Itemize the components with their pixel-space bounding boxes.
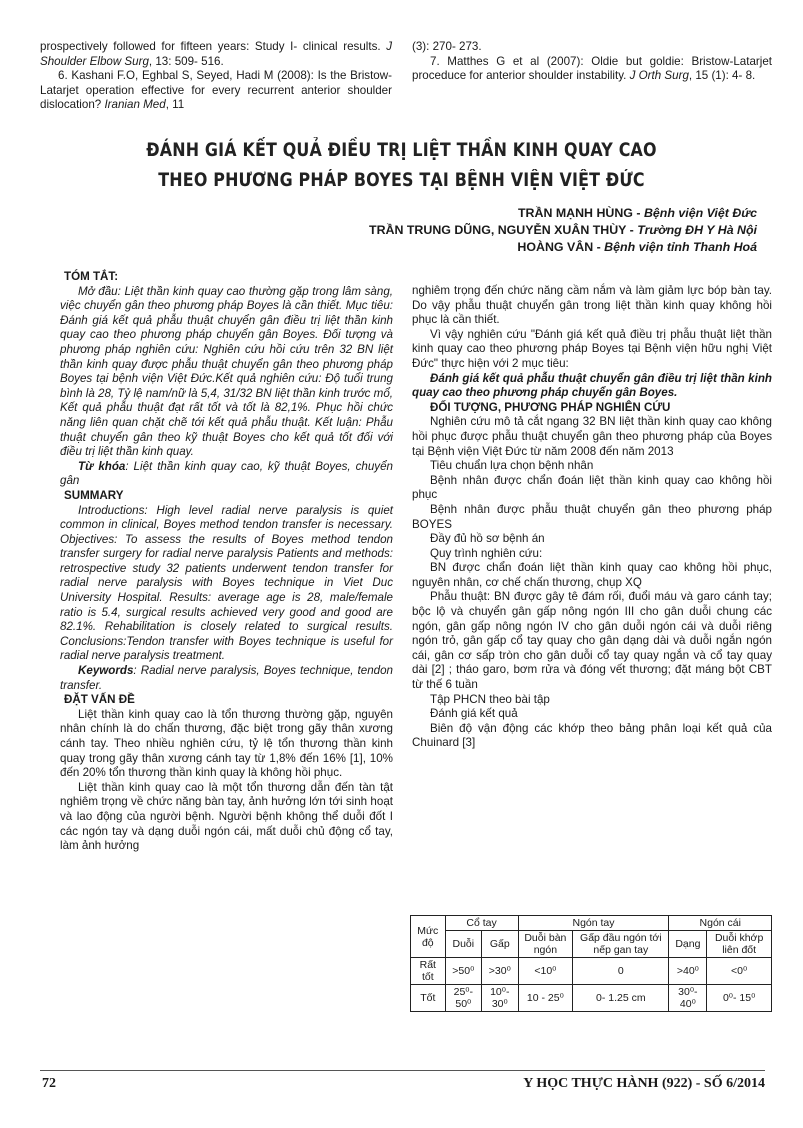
page-number: 72 [42, 1076, 56, 1091]
table-row [411, 985, 772, 1012]
right-p2: Nghiên cứu mô tả cắt ngang 32 BN liệt thần kinh quay cao không hồi phục được phẫu thuật chuyển gân theo phương pháp của Boyes tại Bệnh viện Việt Đức từ năm 2008 đến năm 2013 [412, 415, 772, 458]
datvande-p2: Liệt thần kinh quay cao là một tổn thương dẫn đến tàn tật nghiêm trọng về chức năng bàn tay, ảnh hưởng lớn tới sinh hoạt và lao động của người bệnh. Người bệnh không thể duỗi đốt I các ngón tay và dạng duỗi ngón cái, mất duỗi chủ động cổ tay, làm ảnh hưởng [60, 780, 393, 853]
process-range: Biên độ vận động các khớp theo bảng phân loại kết quả của Chuinard [3] [412, 721, 772, 750]
summary-text: Introductions: High level radial nerve paralysis is quiet common in clinical, Boyes method tendon transfer is necessary. Objectives: To assess the results of Boyes method tendon transfer surgery for radial nerve paralysis Patients and methods: retrospective study 32 patients underwent tendon transfer for radial nerve paralysis with Boyes technique in Viet Duc University Hospital. Results: average age is 28, male/female ratio is 5.4, surgical results achieved very good and good are 82.1%. Rehabilitation is closely related to surgical results. Conclusions:Tendon transfer with Boyes technique is useful for radial nerve paralysis treatment. [60, 503, 393, 663]
th-dang: Dạng [669, 931, 707, 958]
table-cell: Tốt [411, 985, 446, 1012]
doituong-heading: ĐỐI TƯỢNG, PHƯƠNG PHÁP NGHIÊN CỨU [430, 400, 671, 414]
process-surgery: Phẫu thuật: BN được gây tê đám rối, đuổi máu và garo cánh tay; bộc lộ và chuyển gân gấp nông ngón III cho gân duỗi chung các ngón, gân gấp nông ngón IV cho gân duỗi ngón cái và duỗi riêng ngón trỏ, gân gấp cổ tay quay cho gân dạng dài và duỗi ngắn ngón cái, gân cơ sấp tròn cho gân duỗi cổ tay quay ngắn và cổ tay quay dài [2] ; tháo garo, bơm rửa và đóng vết thương; đặt máng bột CBT từ thế 6 tuần [412, 590, 772, 692]
th-duoi-ban-ngon: Duỗi bàn ngón [518, 931, 573, 958]
th-duoi: Duỗi [445, 931, 481, 958]
ref-6: 6. Kashani F.O, Eghbal S, Seyed, Hadi M (2008): Is the Bristow- Latarjet operation effective for every recurrent anterior shoulder dislocation? Iranian Med, 11 [40, 69, 392, 112]
tomtat-text: Mở đầu: Liệt thần kinh quay cao thường gặp trong lâm sàng, việc chuyển gân theo phương pháp Boyes là cần thiết. Mục tiêu: Đánh giá kết quả phẫu thuật chuyển gân điều trị liệt thần kinh quay cao theo phương pháp chuyển gân Boyes. Đối tượng và phương pháp nghiên cứu: Nghiên cứu hồi cứu trên 32 BN liệt thần kinh quay được phẫu thuật chuyển gân theo phương pháp Boyes tại bệnh viện Việt Đức.Kết quả nghiên cứu: Độ tuổi trung bình là 28, Tỷ lệ nam/nữ là 5,4, 31/32 BN liệt thần kinh trước mổ, Kết quả phẫu thuật đạt rất tốt và tốt là 82,1%. Phục hồi chức năng liên quan chặt chẽ tới kết quả phẫu thuật. Kết luận: Phẫu thuật chuyển gân theo kỹ thuật Boyes cho kết quả tốt đối với điều trị liệt thần kinh quay. [60, 284, 393, 459]
chuinard-table [410, 915, 772, 1012]
criteria-2: Bệnh nhân được phẫu thuật chuyển gân theo phương pháp BOYES [412, 502, 772, 531]
summary-heading: SUMMARY [64, 488, 124, 502]
th-duoi-khop: Duỗi khớp liên đốt [707, 931, 772, 958]
criteria-3: Đầy đủ hồ sơ bệnh án [430, 532, 545, 546]
table-row [411, 958, 772, 985]
tukhoa: Từ khóa: Liệt thần kinh quay cao, kỹ thuật Boyes, chuyển gân [60, 459, 393, 488]
th-muc-do: Mức độ [411, 916, 446, 958]
process-rehab: Tập PHCN theo bài tập [430, 692, 550, 706]
journal-name: Y HỌC THỰC HÀNH (922) - SỐ 6/2014 [523, 1076, 765, 1091]
datvande-heading: ĐẶT VẤN ĐỀ [64, 693, 135, 707]
tomtat-heading: TÓM TẮT: [64, 270, 119, 283]
table-cell: 0 [573, 958, 669, 985]
table-cell: 30⁰- 40⁰ [669, 985, 707, 1012]
right-p1: Vì vậy nghiên cứu "Đánh giá kết quả điều trị phẫu thuật liệt thần kinh quay cao theo phương pháp Boyes tại Bệnh viện hữu nghị Việt Đức" thực hiện với 2 mục tiêu: [412, 327, 772, 370]
right-column [412, 284, 772, 751]
left-column [60, 270, 393, 854]
process-eval: Đánh giá kết quả [430, 707, 518, 721]
th-co-tay: Cổ tay [445, 916, 518, 931]
top-refs-right [412, 40, 772, 84]
right-p0: nghiêm trọng đến chức năng cầm nắm và làm giảm lực bóp bàn tay. Do vậy phẫu thuật chuyển gân trong liệt thần kinh quay không hồi phục là cần thiết. [412, 284, 772, 327]
table-header-row-2 [411, 931, 772, 958]
author-line-1: TRẦN MẠNH HÙNG - Bệnh viện Việt Đức [517, 206, 757, 220]
title-line-2: THEO PHƯƠNG PHÁP BOYES TẠI BỆNH VIỆN VIỆT ĐỨC [158, 170, 645, 191]
table-header-row-1 [411, 916, 772, 931]
table-cell: >50⁰ [445, 958, 481, 985]
author-line-3: HOÀNG VÂN - Bệnh viện tỉnh Thanh Hoá [517, 240, 757, 254]
table-cell: >30⁰ [482, 958, 518, 985]
author-line-2: TRẦN TRUNG DŨNG, NGUYỄN XUÂN THÙY - Trường ĐH Y Hà Nội [369, 223, 757, 237]
authors [369, 205, 757, 256]
table-cell: 10⁰- 30⁰ [482, 985, 518, 1012]
process-heading: Quy trình nghiên cứu: [430, 546, 543, 560]
ref-6-tail: (3): 270- 273. [412, 40, 482, 53]
datvande-p1: Liệt thần kinh quay cao là tổn thương thường gặp, nguyên nhân chính là do chấn thương, đặc biệt trong gãy thân xương cánh tay. Theo nhiều nghiên cứu, tỷ lệ tổn thương thần kinh quay trong gãy thân xương cánh tay từ 1,8% đến 16% [1], 10% đến 20% tổn thương thần kinh quay là không hồi phục. [60, 707, 393, 780]
keywords: Keywords: Radial nerve paralysis, Boyes technique, tendon transfer. [60, 664, 393, 692]
ref-7: 7. Matthes G et al (2007): Oldie but goldie: Bristow-Latarjet proceduce for anterior shoulder instability. J Orth Surg, 15 (1): 4- 8. [412, 54, 772, 83]
title-line-1: ĐÁNH GIÁ KẾT QUẢ ĐIỀU TRỊ LIỆT THẦN KINH QUAY CAO [146, 140, 657, 161]
criteria-heading: Tiêu chuẩn lựa chọn bệnh nhân [430, 459, 594, 473]
top-refs-left [40, 40, 392, 113]
table-cell: 0⁰- 15⁰ [707, 985, 772, 1012]
table-cell: Rất tốt [411, 958, 446, 985]
table-cell: 25⁰- 50⁰ [445, 985, 481, 1012]
process-1: BN được chẩn đoán liệt thần kinh quay cao không hồi phục, nguyên nhân, cơ chế chấn thương, chụp XQ [412, 561, 772, 589]
research-goal: Đánh giá kết quả phẫu thuật chuyển gân điều trị liệt thần kinh quay cao theo phương pháp chuyển gân Boyes. [412, 371, 772, 400]
table-cell: 0- 1.25 cm [573, 985, 669, 1012]
th-gap-dau-ngon: Gấp đầu ngón tới nếp gan tay [573, 931, 669, 958]
table-cell: >40⁰ [669, 958, 707, 985]
ref-5-tail: prospectively followed for fifteen years: Study I- clinical results. J Shoulder Elbow Surg, 13: 509- 516. [40, 40, 392, 68]
footer-rule [40, 1070, 765, 1071]
table-cell: <10⁰ [518, 958, 573, 985]
th-gap: Gấp [482, 931, 518, 958]
table-cell: <0⁰ [707, 958, 772, 985]
th-ngon-tay: Ngón tay [518, 916, 669, 931]
th-ngon-cai: Ngón cái [669, 916, 772, 931]
table-cell: 10 - 25⁰ [518, 985, 573, 1012]
criteria-1: Bệnh nhân được chẩn đoán liệt thần kinh quay cao không hồi phục [412, 473, 772, 502]
